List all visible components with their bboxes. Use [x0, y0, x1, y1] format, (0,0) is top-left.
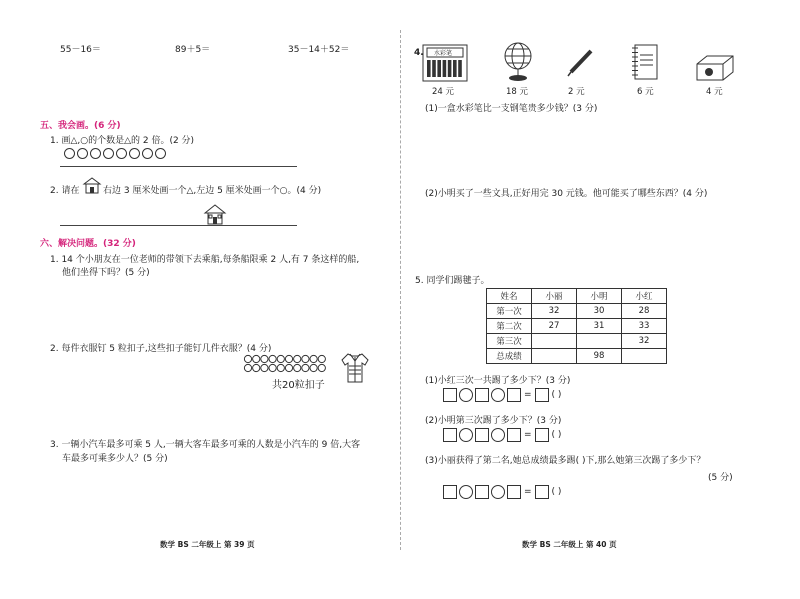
q5-3-text: (3)小丽获得了第二名,她总成绩最多踢( )下,那么她第三次踢了多少下？ — [425, 456, 706, 466]
answer-paren-2: ( ) — [551, 430, 562, 440]
circle-shape — [129, 148, 140, 159]
circle-shape — [64, 148, 75, 159]
notebook-icon — [631, 43, 659, 84]
right-footer: 数学 BS 二年级上 第 40 页 — [522, 540, 617, 549]
table-cell: 33 — [622, 319, 667, 334]
table-cell: 28 — [622, 304, 667, 319]
answer-paren-3: ( ) — [551, 487, 562, 497]
table-cell: 第二次 — [487, 319, 532, 334]
q6-3-line1: 3. 一辆小汽车最多可乘 5 人,一辆大客车最多可乘的人数是小汽车的 9 倍,大客 — [50, 440, 361, 450]
price-sharpener: 4 元 — [706, 87, 723, 97]
price-pen: 2 元 — [568, 87, 585, 97]
table-cell: 27 — [532, 319, 577, 334]
table-header-cell: 小丽 — [532, 289, 577, 304]
q4-number: 4. — [414, 48, 424, 58]
expr-3: 35－14＋52＝ — [288, 45, 350, 55]
table-header-cell: 小红 — [622, 289, 667, 304]
q6-3-line2: 车最多可乘多少人？(5 分) — [62, 454, 168, 464]
q4-1-text: (1)一盒水彩笔比一支钢笔贵多少钱？(3 分) — [425, 104, 598, 114]
left-footer: 数学 BS 二年级上 第 39 页 — [160, 540, 255, 549]
q5-2-text: (2)小明第三次踢了多少下？(3 分) — [425, 416, 562, 426]
circles-row — [64, 148, 168, 159]
section-5-title: 五、我会画。(6 分) — [40, 121, 121, 131]
answer-paren-1: ( ) — [551, 390, 562, 400]
shirt-icon — [340, 352, 370, 387]
table-cell: 31 — [577, 319, 622, 334]
buttons-caption: 共20粒扣子 — [272, 380, 325, 391]
q5-2-text-a: 2. 请在 — [50, 186, 80, 196]
table-row — [487, 319, 667, 334]
table-cell: 第三次 — [487, 334, 532, 349]
table-header-cell: 小明 — [577, 289, 622, 304]
house-icon-small — [82, 176, 102, 197]
answer-expr-3: = ( ) — [443, 485, 562, 499]
price-crayons: 24 元 — [432, 87, 455, 97]
section-6-title: 六、解决问题。(32 分) — [40, 239, 136, 249]
q6-2-text: 2. 每件衣服钉 5 粒扣子,这些扣子能钉几件衣服？(4 分) — [50, 344, 272, 354]
q6-1-line2: 他们坐得下吗？(5 分) — [62, 268, 150, 278]
buttons-icon — [243, 354, 329, 377]
q6-1-line1: 1. 14 个小朋友在一位老师的带领下去乘船,每条船限乘 2 人,有 7 条这样的船, — [50, 255, 360, 265]
q5-title: 5. 同学们踢毽子。 — [415, 276, 490, 286]
score-table — [486, 288, 667, 364]
table-cell: 32 — [532, 304, 577, 319]
table-row — [487, 334, 667, 349]
table-cell — [577, 334, 622, 349]
pen-icon — [565, 48, 595, 81]
table-cell: 30 — [577, 304, 622, 319]
q5-3-score: (5 分) — [708, 473, 733, 483]
answer-line-2 — [60, 225, 297, 226]
table-cell: 第一次 — [487, 304, 532, 319]
q5-1-text: (1)小红三次一共踢了多少下？(3 分) — [425, 376, 571, 386]
page-divider — [400, 30, 401, 550]
q5-2-text-b: 右边 3 厘米处画一个△,左边 5 厘米处画一个○。(4 分) — [103, 186, 322, 196]
answer-line-1 — [60, 166, 297, 167]
sharpener-icon — [695, 54, 735, 85]
table-row — [487, 349, 667, 364]
price-globe: 18 元 — [506, 87, 529, 97]
expr-2: 89＋5＝ — [175, 45, 211, 55]
table-cell — [622, 349, 667, 364]
table-cell — [532, 349, 577, 364]
q4-2-text: (2)小明买了一些文具,正好用完 30 元钱。他可能买了哪些东西？(4 分) — [425, 189, 708, 199]
globe-icon — [501, 40, 535, 85]
circle-shape — [103, 148, 114, 159]
expr-1: 55－16＝ — [60, 45, 101, 55]
table-cell: 总成绩 — [487, 349, 532, 364]
table-row — [487, 304, 667, 319]
price-notebook: 6 元 — [637, 87, 654, 97]
circle-shape — [142, 148, 153, 159]
q5-1-text: 1. 画△,○的个数是△的 2 倍。(2 分) — [50, 136, 195, 146]
table-cell: 32 — [622, 334, 667, 349]
crayon-box-label: 水彩笔 — [434, 50, 453, 57]
answer-expr-2: = ( ) — [443, 428, 562, 442]
circle-shape — [77, 148, 88, 159]
circle-shape — [90, 148, 101, 159]
circle-shape — [116, 148, 127, 159]
circle-shape — [155, 148, 166, 159]
table-cell — [532, 334, 577, 349]
table-cell: 98 — [577, 349, 622, 364]
table-header-cell: 姓名 — [487, 289, 532, 304]
answer-expr-1: = ( ) — [443, 388, 562, 402]
